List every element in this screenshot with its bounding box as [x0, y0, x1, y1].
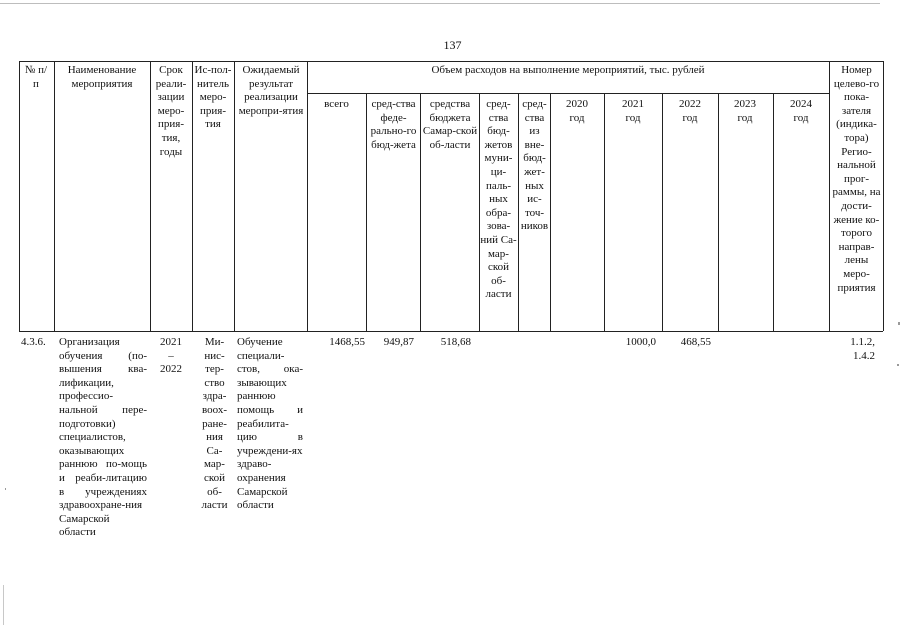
header-offbudget: сред-ства из вне-бюд-жет-ных ис-точ-ников: [520, 98, 549, 233]
header-regional: средства бюджета Самар-ской об-ласти: [422, 98, 478, 151]
scan-artifact: [3, 585, 4, 625]
col-rule: [307, 61, 308, 331]
header-term: Срок реали-зации меро-прия-тия, годы: [155, 64, 187, 158]
header-name: Наименование мероприятия: [67, 64, 137, 90]
col-rule: [150, 61, 151, 331]
col-rule: [550, 93, 551, 331]
scan-artifact: [898, 322, 900, 325]
col-rule: [829, 61, 830, 331]
header-executor: Ис-пол-нитель меро-прия-тия: [194, 64, 232, 131]
row-executor: Ми-нис-тер-ство здра-воох-ране-ния Са-мар-ской об-ласти: [201, 336, 228, 512]
row-regional: 518,68: [440, 336, 471, 348]
row-year-2022: 468,55: [680, 336, 711, 348]
header-num: № п/п: [24, 64, 48, 90]
col-rule: [234, 61, 235, 331]
col-rule: [518, 93, 519, 331]
header-body-rule: [19, 331, 883, 332]
header-indicator: Номер целево-го пока-зателя (индика-тора) Регио-нальной прог-раммы, на дости-жение ко-торого направ-лены меро-приятия: [832, 64, 881, 294]
col-rule: [54, 61, 55, 331]
table-border-left: [19, 61, 20, 331]
col-rule: [604, 93, 605, 331]
row-term: 2021 – 2022: [160, 336, 182, 376]
header-federal: сред-ства феде-рально-го бюд-жета: [370, 98, 417, 151]
row-indicator: 1.1.2, 1.4.2: [850, 336, 875, 362]
row-year-2021: 1000,0: [625, 336, 656, 348]
scan-artifact: [5, 488, 6, 490]
col-rule: [366, 93, 367, 331]
col-rule: [718, 93, 719, 331]
header-year-2020: 2020 год: [566, 98, 588, 124]
col-rule: [662, 93, 663, 331]
scan-top-edge: [0, 3, 880, 4]
page-number: 137: [443, 38, 462, 52]
header-result: Ожидаемый результат реализации меропри-ятия: [238, 64, 304, 117]
col-rule: [773, 93, 774, 331]
header-year-2021: 2021 год: [622, 98, 644, 124]
row-result: Обучение специали-стов, ока-зывающих раннюю помощь и реабилита-цию в учреждени-ях здраво-охранения Самарской области: [237, 336, 303, 512]
header-year-2022: 2022 год: [679, 98, 701, 124]
header-municipal: сред-ства бюд-жетов муни-ци-паль-ных обра-зова-ний Са-мар-ской об-ласти: [480, 98, 517, 301]
row-federal: 949,87: [383, 336, 414, 348]
header-total: всего: [324, 98, 349, 110]
scan-artifact: [897, 364, 899, 366]
row-num: 4.3.6.: [21, 336, 46, 348]
header-year-2024: 2024 год: [790, 98, 812, 124]
col-rule: [420, 93, 421, 331]
table-border-top: [19, 61, 883, 62]
header-expenses-group: Объем расходов на выполнение мероприятий, тыс. рублей: [431, 64, 705, 76]
row-name: Организация обучения (по-вышения ква-лификации, профессио-нальной пере-подготовки) специалистов, оказывающих раннюю по-мощь и реаби-литацию в учреждениях здравоохране-ния Самарской области: [59, 336, 147, 539]
table-border-right: [883, 61, 884, 331]
header-year-2023: 2023 год: [734, 98, 756, 124]
subheader-rule: [307, 93, 829, 94]
col-rule: [192, 61, 193, 331]
row-total: 1468,55: [329, 336, 365, 348]
